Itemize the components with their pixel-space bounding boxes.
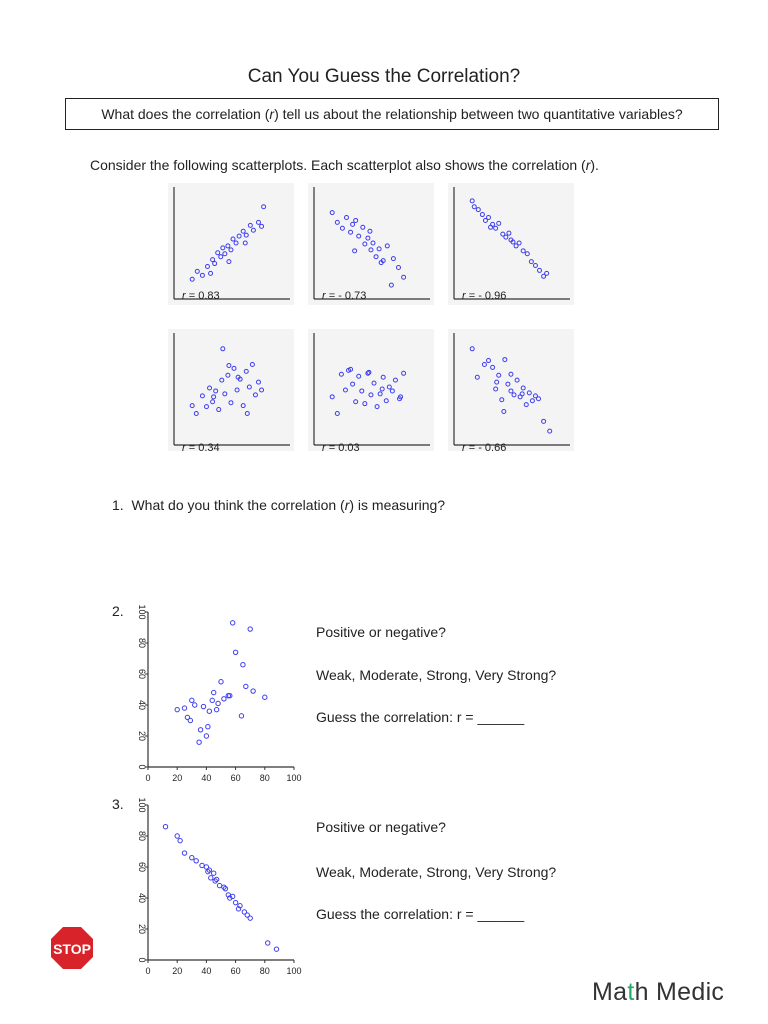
correlation-variable: r — [322, 442, 326, 454]
data-point — [182, 706, 186, 710]
data-point — [201, 704, 205, 708]
y-tick-label: 0 — [137, 764, 147, 770]
data-point — [188, 718, 192, 722]
data-point — [241, 663, 245, 667]
correlation-value: = - 0.73 — [325, 290, 367, 302]
question-variable: r — [269, 106, 275, 122]
scatterplot-panel — [168, 329, 294, 451]
x-tick-label: 80 — [259, 966, 270, 976]
data-point — [212, 690, 216, 694]
data-point — [263, 695, 267, 699]
page-title: Can You Guess the Correlation? — [247, 66, 521, 87]
y-tick-label: 20 — [137, 923, 147, 935]
correlation-label — [462, 442, 506, 454]
example-scatterplot-5 — [308, 329, 434, 454]
brand-logo — [592, 978, 724, 1007]
scatterplot-panel — [308, 329, 434, 451]
scatterplot-panel — [448, 183, 574, 305]
data-point — [233, 900, 237, 904]
x-tick-label: 100 — [286, 773, 302, 783]
y-tick-label: 80 — [137, 830, 147, 842]
y-tick-label: 20 — [137, 730, 147, 742]
data-point — [207, 709, 211, 713]
question-3-scatterplot — [120, 793, 320, 983]
correlation-variable: r — [322, 290, 326, 302]
correlation-value: = 0.34 — [185, 442, 220, 454]
data-point — [209, 876, 213, 880]
correlation-variable: r — [462, 442, 466, 454]
question-1-variable: r — [344, 497, 350, 513]
data-point — [233, 650, 237, 654]
question-3-guess-prompt: Guess the correlation: r = ______ — [316, 906, 525, 922]
data-point — [230, 621, 234, 625]
data-point — [222, 697, 226, 701]
question-2-number: 2. — [112, 603, 124, 619]
data-point — [163, 825, 167, 829]
question-3-strength-prompt: Weak, Moderate, Strong, Very Strong? — [316, 864, 557, 880]
question-1-number: 1. — [112, 497, 124, 513]
y-tick-label: 80 — [137, 637, 147, 649]
x-tick-label: 80 — [259, 773, 270, 783]
question-text-before: What does the correlation ( — [101, 106, 270, 122]
correlation-label — [322, 442, 360, 454]
data-point — [197, 740, 201, 744]
question-2-strength-prompt: Weak, Moderate, Strong, Very Strong? — [316, 667, 557, 683]
question-2-sign-prompt: Positive or negative? — [316, 624, 446, 640]
question-1 — [112, 497, 445, 513]
correlation-variable: r — [462, 290, 466, 302]
x-tick-label: 20 — [172, 773, 183, 783]
data-point — [216, 701, 220, 705]
stop-sign-icon — [48, 924, 96, 972]
brand-accent: t — [627, 978, 635, 1006]
correlation-value: = 0.03 — [325, 442, 360, 454]
y-tick-label: 40 — [137, 699, 147, 711]
question-3-number: 3. — [112, 796, 124, 812]
y-tick-label: 0 — [137, 957, 147, 963]
data-point — [217, 883, 221, 887]
data-point — [239, 714, 243, 718]
data-point — [219, 680, 223, 684]
x-tick-label: 40 — [201, 966, 212, 976]
example-scatterplot-4 — [168, 329, 294, 454]
data-point — [175, 707, 179, 711]
data-point — [206, 725, 210, 729]
brand-part-2: h Medic — [634, 978, 725, 1006]
y-tick-label: 100 — [137, 604, 147, 620]
y-tick-label: 100 — [137, 797, 147, 813]
data-point — [274, 947, 278, 951]
x-tick-label: 0 — [145, 966, 151, 976]
data-point — [182, 851, 186, 855]
correlation-value: = - 0.66 — [465, 442, 507, 454]
x-tick-label: 20 — [172, 966, 183, 976]
correlation-label — [322, 290, 366, 302]
question-2-scatterplot — [120, 600, 320, 790]
data-point — [193, 703, 197, 707]
data-point — [204, 734, 208, 738]
data-point — [244, 684, 248, 688]
data-point — [266, 941, 270, 945]
example-scatterplot-1 — [168, 183, 294, 305]
correlation-label — [182, 442, 220, 454]
question-1-text-after: ) is measuring? — [349, 497, 446, 513]
example-scatterplot-2 — [308, 183, 434, 305]
data-point — [251, 689, 255, 693]
example-scatterplot-grid — [168, 183, 600, 475]
data-point — [248, 916, 252, 920]
data-point — [214, 707, 218, 711]
y-tick-label: 60 — [137, 668, 147, 680]
data-point — [200, 863, 204, 867]
question-1-text-before: What do you think the correlation ( — [131, 497, 345, 513]
data-point — [178, 838, 182, 842]
data-point — [248, 627, 252, 631]
correlation-label — [462, 290, 506, 302]
question-box — [65, 98, 719, 130]
correlation-label — [182, 290, 220, 302]
x-tick-label: 60 — [230, 773, 241, 783]
brand-part-1: Ma — [592, 978, 628, 1006]
x-tick-label: 60 — [230, 966, 241, 976]
intro-text-before: Consider the following scatterplots. Each scatterplot also shows the correlation ( — [90, 157, 586, 173]
intro-variable: r — [585, 157, 591, 173]
correlation-variable: r — [182, 290, 186, 302]
example-scatterplot-6 — [448, 329, 574, 454]
stop-sign-label: STOP — [53, 941, 91, 957]
data-point — [210, 698, 214, 702]
x-tick-label: 100 — [286, 966, 302, 976]
data-point — [194, 859, 198, 863]
scatterplot-panel — [448, 329, 574, 451]
example-scatterplot-3 — [448, 183, 574, 305]
x-tick-label: 0 — [145, 773, 151, 783]
data-point — [190, 856, 194, 860]
intro-text — [90, 157, 599, 173]
correlation-variable: r — [182, 442, 186, 454]
question-3-sign-prompt: Positive or negative? — [316, 819, 446, 835]
question-text-after: ) tell us about the relationship between two quantitative variables? — [274, 106, 683, 122]
y-tick-label: 60 — [137, 861, 147, 873]
correlation-value: = - 0.96 — [465, 290, 507, 302]
data-point — [212, 871, 216, 875]
question-2-guess-prompt: Guess the correlation: r = ______ — [316, 709, 525, 725]
intro-text-after: ). — [590, 157, 599, 173]
x-tick-label: 40 — [201, 773, 212, 783]
y-tick-label: 40 — [137, 892, 147, 904]
data-point — [190, 698, 194, 702]
scatterplot-panel — [168, 183, 294, 305]
data-point — [198, 728, 202, 732]
correlation-value: = 0.83 — [185, 290, 220, 302]
data-point — [175, 834, 179, 838]
